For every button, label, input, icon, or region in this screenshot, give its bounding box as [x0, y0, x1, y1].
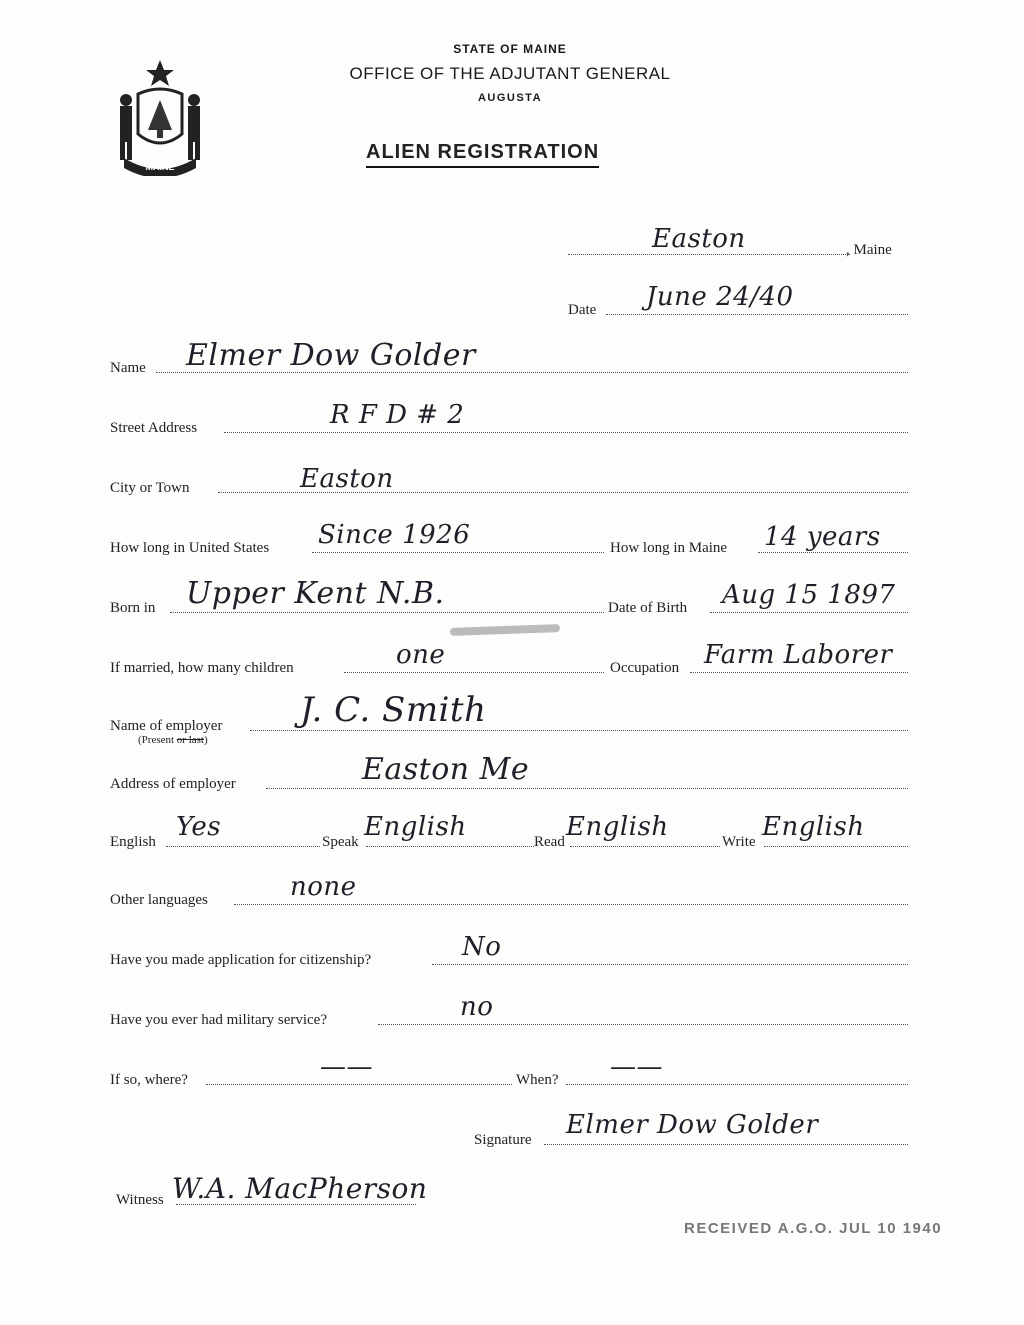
read-value: English: [566, 812, 669, 842]
name-value: Elmer Dow Golder: [186, 338, 476, 373]
write-value: English: [762, 812, 865, 842]
state-heading: STATE OF MAINE: [453, 42, 567, 56]
when-value: ——: [610, 1052, 663, 1082]
date-label: Date: [568, 302, 597, 318]
city-value: Easton: [300, 464, 394, 494]
town-line: [568, 254, 850, 255]
english-line: [166, 846, 320, 847]
dob-line: [710, 612, 908, 613]
write-line: [764, 846, 908, 847]
received-stamp: RECEIVED A.G.O. JUL 10 1940: [684, 1220, 943, 1237]
military-value: no: [460, 992, 494, 1022]
employer-address-value: Easton Me: [362, 752, 530, 787]
street-line: [224, 432, 908, 433]
employer-sublabel: (Present or last): [138, 734, 208, 746]
ink-smear: [450, 624, 560, 636]
speak-line: [366, 846, 534, 847]
where-line: [206, 1084, 512, 1085]
write-label: Write: [722, 834, 756, 850]
other-languages-line: [234, 904, 908, 905]
struck-or-last: or last: [176, 734, 204, 746]
when-label: When?: [516, 1072, 559, 1088]
signature-value: Elmer Dow Golder: [566, 1110, 819, 1140]
date-line: [606, 314, 908, 315]
us-line: [312, 552, 604, 553]
where-value: ——: [320, 1052, 373, 1082]
form-title: ALIEN REGISTRATION: [366, 141, 599, 168]
other-languages-value: none: [290, 872, 357, 902]
employer-address-line: [266, 788, 908, 789]
when-line: [566, 1084, 908, 1085]
dob-label: Date of Birth: [608, 600, 688, 616]
dob-value: Aug 15 1897: [722, 580, 896, 610]
other-languages-label: Other languages: [110, 892, 208, 908]
employer-address-label: Address of employer: [110, 776, 236, 792]
employer-label: Name of employer: [110, 718, 223, 734]
military-label: Have you ever had military service?: [110, 1012, 327, 1028]
occupation-value: Farm Laborer: [704, 640, 893, 670]
town-suffix: , Maine: [846, 242, 892, 258]
born-line: [170, 612, 604, 613]
state-seal-icon: [110, 56, 210, 176]
us-value: Since 1926: [318, 520, 471, 550]
street-value: R F D # 2: [330, 400, 465, 430]
city-heading: AUGUSTA: [477, 92, 543, 104]
witness-label: Witness: [116, 1192, 164, 1208]
occupation-label: Occupation: [610, 660, 680, 676]
english-value: Yes: [176, 812, 222, 842]
read-label: Read: [534, 834, 565, 850]
city-label: City or Town: [110, 480, 190, 496]
signature-line: [544, 1144, 908, 1145]
children-value: one: [396, 640, 446, 670]
maine-value: 14 years: [764, 522, 881, 552]
born-value: Upper Kent N.B.: [186, 576, 445, 611]
maine-label: How long in Maine: [610, 540, 728, 556]
witness-value: W.A. MacPherson: [172, 1172, 428, 1205]
speak-value: English: [364, 812, 467, 842]
name-label: Name: [110, 360, 146, 376]
office-heading: OFFICE OF THE ADJUTANT GENERAL: [349, 64, 671, 83]
speak-label: Speak: [322, 834, 359, 850]
employer-line: [250, 730, 908, 731]
citizenship-value: No: [462, 932, 502, 962]
citizenship-line: [432, 964, 908, 965]
street-label: Street Address: [110, 420, 198, 436]
employer-value: J. C. Smith: [300, 690, 487, 730]
where-label: If so, where?: [110, 1072, 188, 1088]
military-line: [378, 1024, 908, 1025]
maine-line: [758, 552, 908, 553]
children-label: If married, how many children: [110, 660, 294, 676]
seal-lettering: MAINE: [145, 162, 175, 172]
occupation-line: [690, 672, 908, 673]
date-value: June 24/40: [646, 282, 794, 312]
read-line: [570, 846, 720, 847]
english-label: English: [110, 834, 156, 850]
town-value: Easton: [652, 224, 746, 254]
children-line: [344, 672, 604, 673]
citizenship-label: Have you made application for citizenship?: [110, 952, 372, 968]
signature-label: Signature: [474, 1132, 532, 1148]
us-label: How long in United States: [110, 540, 270, 556]
born-label: Born in: [110, 600, 156, 616]
